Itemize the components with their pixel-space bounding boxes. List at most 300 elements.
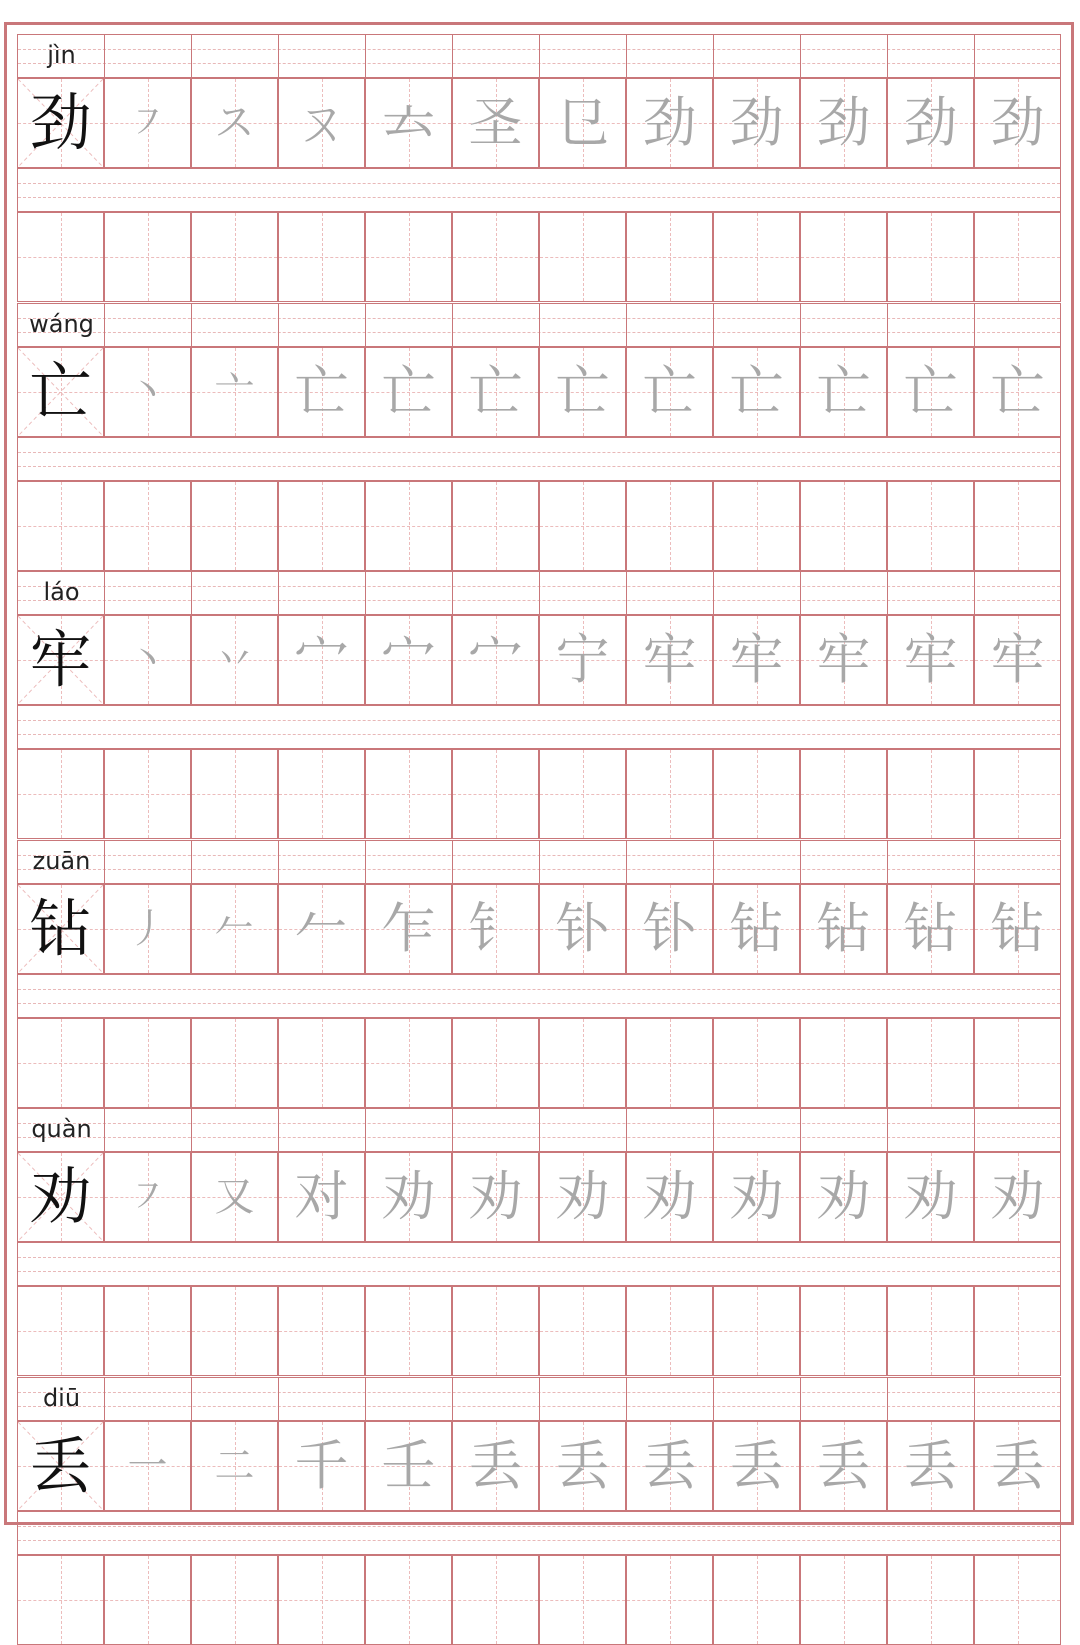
band-divider: [626, 572, 627, 614]
writing-cell: [365, 347, 452, 437]
character-block: [17, 571, 1061, 839]
stroke-order-step: 亠: [214, 368, 255, 415]
band-divider: [887, 841, 888, 883]
blank-row: [17, 212, 1061, 302]
stroke-order-step: 丶: [127, 368, 168, 415]
cell-guide-v: [1018, 1556, 1019, 1644]
writing-cell[interactable]: [626, 1018, 713, 1108]
writing-cell[interactable]: [452, 1555, 539, 1645]
model-character: 丢: [29, 1428, 92, 1502]
guide-line: [18, 1271, 1060, 1272]
writing-cell[interactable]: [452, 1018, 539, 1108]
writing-cell[interactable]: [713, 1555, 800, 1645]
writing-cell[interactable]: [365, 1018, 452, 1108]
pinyin-band: [17, 571, 1061, 615]
band-divider: [452, 841, 453, 883]
stroke-order-step: 𠂉: [214, 905, 255, 952]
stroke-order-step: 劝: [381, 1165, 436, 1228]
pinyin-label: jìn: [47, 41, 76, 69]
writing-cell[interactable]: [800, 1286, 887, 1376]
pinyin-label: quàn: [31, 1115, 92, 1143]
band-divider: [800, 841, 801, 883]
stroke-order-step: 一: [127, 1442, 168, 1489]
writing-cell[interactable]: [626, 749, 713, 839]
band-divider: [278, 841, 279, 883]
guide-line: [18, 1526, 1060, 1527]
cell-guide-v: [1018, 750, 1019, 838]
stroke-order-step: ㇇: [127, 1174, 168, 1220]
writing-cell[interactable]: [278, 749, 365, 839]
band-divider: [626, 304, 627, 346]
writing-cell[interactable]: [539, 1286, 626, 1376]
writing-cell: [887, 78, 974, 168]
writing-cell: [365, 1421, 452, 1511]
model-character: 钻: [29, 891, 92, 965]
cell-guide-v: [148, 1556, 149, 1644]
cell-guide-v: [496, 213, 497, 301]
band-divider: [974, 35, 975, 77]
writing-cell[interactable]: [800, 212, 887, 302]
cell-guide-v: [61, 750, 62, 838]
writing-cell: [104, 1421, 191, 1511]
writing-cell[interactable]: [17, 1286, 104, 1376]
writing-cell[interactable]: [17, 749, 104, 839]
writing-cell: [452, 1152, 539, 1242]
stroke-order-step: 丶: [127, 637, 168, 683]
band-divider: [887, 1378, 888, 1420]
character-block: [17, 1377, 1061, 1645]
writing-cell[interactable]: [539, 749, 626, 839]
pinyin-band: [17, 303, 1061, 347]
writing-cell[interactable]: [713, 749, 800, 839]
band-divider: [452, 1378, 453, 1420]
writing-cell[interactable]: [191, 749, 278, 839]
stroke-order-step: 圣: [468, 91, 523, 154]
writing-cell: [278, 1152, 365, 1242]
writing-cell[interactable]: [713, 212, 800, 302]
pinyin-label: wáng: [29, 309, 94, 338]
stroke-order-step: 牢: [816, 628, 871, 691]
writing-cell[interactable]: [800, 749, 887, 839]
writing-cell: [713, 1152, 800, 1242]
stroke-order-step: 𠂉: [294, 896, 349, 960]
writing-cell: [539, 347, 626, 437]
writing-cell[interactable]: [974, 481, 1061, 571]
band-divider: [191, 572, 192, 614]
row-separator: [17, 974, 1061, 1018]
cell-guide-v: [583, 1019, 584, 1107]
stroke-order-step: 亡: [468, 359, 523, 423]
writing-cell: [887, 1152, 974, 1242]
writing-cell[interactable]: [104, 212, 191, 302]
writing-cell: [887, 615, 974, 705]
stroke-order-step: 千: [294, 1433, 349, 1497]
stroke-order-step: 丿: [127, 905, 168, 952]
writing-cell: [974, 1152, 1061, 1242]
writing-cell: [713, 1421, 800, 1511]
writing-cell[interactable]: [800, 481, 887, 571]
writing-cell[interactable]: [626, 1286, 713, 1376]
writing-cell[interactable]: [104, 749, 191, 839]
writing-cell: [887, 347, 974, 437]
cell-guide-v: [757, 1287, 758, 1375]
band-divider: [539, 841, 540, 883]
band-divider: [365, 572, 366, 614]
writing-cell: [626, 78, 713, 168]
band-divider: [191, 35, 192, 77]
writing-cell: [713, 615, 800, 705]
writing-cell: [800, 1421, 887, 1511]
cell-guide-v: [670, 213, 671, 301]
writing-cell[interactable]: [887, 1555, 974, 1645]
writing-cell[interactable]: [539, 1018, 626, 1108]
stroke-order-step: 丢: [555, 1433, 610, 1497]
cell-guide-v: [1018, 1287, 1019, 1375]
writing-cell: [191, 615, 278, 705]
cell-guide-v: [409, 750, 410, 838]
writing-cell[interactable]: [191, 1286, 278, 1376]
writing-cell: [800, 615, 887, 705]
writing-cell[interactable]: [365, 749, 452, 839]
band-divider: [974, 1109, 975, 1151]
band-divider: [800, 1378, 801, 1420]
cell-guide-v: [496, 1287, 497, 1375]
cell-guide-v: [757, 213, 758, 301]
character-block: [17, 1108, 1061, 1376]
stroke-order-step: 牢: [642, 628, 697, 691]
writing-cell[interactable]: [626, 481, 713, 571]
blank-row: [17, 481, 1061, 571]
row-separator: [17, 1511, 1061, 1555]
cell-guide-v: [583, 482, 584, 570]
writing-cell: [539, 615, 626, 705]
cell-guide-v: [235, 1287, 236, 1375]
writing-cell[interactable]: [365, 212, 452, 302]
band-divider: [974, 841, 975, 883]
writing-cell[interactable]: [191, 212, 278, 302]
band-divider: [887, 35, 888, 77]
blank-row: [17, 1555, 1061, 1645]
trace-row: [17, 884, 1061, 974]
cell-guide-v: [931, 213, 932, 301]
pinyin-band: [17, 840, 1061, 884]
cell-guide-v: [61, 213, 62, 301]
band-divider: [626, 841, 627, 883]
writing-cell[interactable]: [104, 481, 191, 571]
writing-cell: [17, 615, 104, 705]
writing-cell: [104, 884, 191, 974]
writing-cell: [626, 1421, 713, 1511]
band-divider: [800, 304, 801, 346]
cell-guide-v: [583, 213, 584, 301]
stroke-order-step: 亡: [903, 359, 958, 423]
trace-row: [17, 347, 1061, 437]
writing-cell: [800, 347, 887, 437]
writing-cell[interactable]: [365, 1555, 452, 1645]
cell-guide-v: [322, 1287, 323, 1375]
stroke-order-step: 亡: [816, 359, 871, 423]
writing-cell: [17, 1421, 104, 1511]
writing-cell: [278, 78, 365, 168]
cell-guide-v: [235, 750, 236, 838]
trace-row: [17, 1421, 1061, 1511]
band-divider: [800, 35, 801, 77]
writing-cell[interactable]: [104, 1555, 191, 1645]
writing-cell[interactable]: [626, 1555, 713, 1645]
cell-guide-v: [409, 213, 410, 301]
stroke-order-step: 亡: [381, 359, 436, 423]
band-divider: [365, 841, 366, 883]
writing-cell: [713, 347, 800, 437]
writing-cell[interactable]: [191, 481, 278, 571]
cell-guide-v: [148, 482, 149, 570]
writing-cell[interactable]: [887, 212, 974, 302]
cell-guide-v: [148, 750, 149, 838]
stroke-order-step: 丢: [990, 1433, 1045, 1497]
writing-cell[interactable]: [539, 1555, 626, 1645]
row-separator: [17, 437, 1061, 481]
writing-cell[interactable]: [278, 1286, 365, 1376]
writing-cell: [539, 884, 626, 974]
guide-line: [18, 1257, 1060, 1258]
writing-cell[interactable]: [713, 1018, 800, 1108]
writing-cell[interactable]: [452, 1286, 539, 1376]
writing-cell: [365, 78, 452, 168]
band-divider: [191, 304, 192, 346]
cell-guide-v: [583, 750, 584, 838]
band-divider: [278, 1109, 279, 1151]
writing-cell: [800, 1152, 887, 1242]
writing-cell[interactable]: [974, 749, 1061, 839]
band-divider: [539, 304, 540, 346]
cell-guide-v: [931, 1287, 932, 1375]
pinyin-band: [17, 1377, 1061, 1421]
stroke-order-step: 𠫓: [381, 91, 436, 154]
stroke-order-step: ㇇: [127, 100, 168, 146]
guide-line: [18, 1003, 1060, 1004]
writing-cell[interactable]: [800, 1018, 887, 1108]
stroke-order-step: 对: [294, 1165, 349, 1228]
band-divider: [887, 572, 888, 614]
trace-row: [17, 78, 1061, 168]
writing-cell: [278, 615, 365, 705]
writing-cell[interactable]: [887, 1286, 974, 1376]
writing-cell[interactable]: [278, 1555, 365, 1645]
row-separator: [17, 1242, 1061, 1286]
writing-cell: [452, 78, 539, 168]
cell-guide-v: [670, 1287, 671, 1375]
pinyin-label: láo: [43, 578, 80, 606]
character-block: [17, 34, 1061, 302]
writing-cell: [17, 347, 104, 437]
writing-cell[interactable]: [974, 1018, 1061, 1108]
writing-cell[interactable]: [365, 1286, 452, 1376]
writing-cell[interactable]: [104, 1286, 191, 1376]
band-divider: [974, 572, 975, 614]
cell-guide-v: [409, 1019, 410, 1107]
stroke-order-step: 亡: [990, 359, 1045, 423]
stroke-order-step: 钻: [729, 896, 784, 960]
blank-row: [17, 749, 1061, 839]
writing-cell[interactable]: [452, 481, 539, 571]
writing-cell: [17, 884, 104, 974]
writing-cell: [800, 78, 887, 168]
writing-cell[interactable]: [278, 212, 365, 302]
cell-guide-v: [496, 1556, 497, 1644]
cell-guide-v: [583, 1556, 584, 1644]
writing-cell[interactable]: [17, 212, 104, 302]
band-divider: [626, 1378, 627, 1420]
writing-cell[interactable]: [104, 1018, 191, 1108]
band-divider: [452, 35, 453, 77]
stroke-order-step: 劝: [729, 1165, 784, 1228]
writing-cell: [452, 347, 539, 437]
writing-cell: [191, 1152, 278, 1242]
trace-row: [17, 1152, 1061, 1242]
stroke-order-step: 丢: [903, 1433, 958, 1497]
stroke-order-step: ㄡ: [294, 91, 349, 154]
cell-guide-v: [931, 750, 932, 838]
writing-cell[interactable]: [974, 1555, 1061, 1645]
writing-cell[interactable]: [278, 481, 365, 571]
cell-guide-v: [1018, 482, 1019, 570]
band-divider: [539, 572, 540, 614]
stroke-order-step: 劝: [990, 1165, 1045, 1228]
cell-guide-v: [322, 482, 323, 570]
cell-guide-v: [409, 1556, 410, 1644]
stroke-order-step: 劝: [816, 1165, 871, 1228]
character-block: [17, 840, 1061, 1108]
band-divider: [278, 35, 279, 77]
guide-line: [18, 183, 1060, 184]
stroke-order-step: 丢: [729, 1433, 784, 1497]
stroke-order-step: 劲: [990, 91, 1045, 154]
cell-guide-v: [844, 1019, 845, 1107]
writing-cell[interactable]: [17, 1555, 104, 1645]
guide-line: [18, 466, 1060, 467]
writing-cell[interactable]: [800, 1555, 887, 1645]
cell-guide-v: [670, 482, 671, 570]
stroke-order-step: 劲: [729, 91, 784, 154]
writing-cell[interactable]: [626, 212, 713, 302]
stroke-order-step: 丢: [468, 1433, 523, 1497]
writing-cell: [800, 884, 887, 974]
stroke-order-step: 宀: [381, 628, 436, 691]
stroke-order-step: 亡: [642, 359, 697, 423]
band-divider: [713, 572, 714, 614]
cell-guide-v: [757, 750, 758, 838]
writing-cell[interactable]: [452, 749, 539, 839]
writing-cell: [713, 884, 800, 974]
cell-guide-v: [931, 482, 932, 570]
band-divider: [539, 35, 540, 77]
band-divider: [800, 1109, 801, 1151]
cell-guide-v: [670, 750, 671, 838]
writing-cell[interactable]: [713, 481, 800, 571]
pinyin-band: [17, 1108, 1061, 1152]
cell-guide-v: [148, 1287, 149, 1375]
model-character: 劝: [29, 1160, 92, 1233]
cell-guide-v: [496, 1019, 497, 1107]
writing-cell[interactable]: [539, 481, 626, 571]
writing-cell: [539, 1421, 626, 1511]
stroke-order-step: 牢: [990, 628, 1045, 691]
band-divider: [713, 1109, 714, 1151]
writing-cell[interactable]: [887, 481, 974, 571]
cell-guide-v: [61, 1287, 62, 1375]
cell-guide-v: [757, 482, 758, 570]
writing-cell: [104, 1152, 191, 1242]
writing-cell: [626, 615, 713, 705]
cell-guide-v: [1018, 213, 1019, 301]
band-divider: [713, 35, 714, 77]
band-divider: [191, 1109, 192, 1151]
band-divider: [191, 1378, 192, 1420]
writing-cell: [278, 1421, 365, 1511]
writing-cell: [191, 884, 278, 974]
writing-cell[interactable]: [365, 481, 452, 571]
row-separator: [17, 168, 1061, 212]
stroke-order-step: 劲: [816, 91, 871, 154]
model-character: 劲: [29, 86, 92, 159]
writing-cell[interactable]: [887, 1018, 974, 1108]
band-divider: [452, 572, 453, 614]
writing-cell[interactable]: [191, 1555, 278, 1645]
writing-cell[interactable]: [17, 1018, 104, 1108]
writing-cell: [278, 347, 365, 437]
writing-cell[interactable]: [17, 481, 104, 571]
guide-line: [18, 452, 1060, 453]
writing-cell: [452, 615, 539, 705]
stroke-order-step: 又: [214, 1174, 255, 1220]
writing-cell[interactable]: [887, 749, 974, 839]
cell-guide-v: [844, 213, 845, 301]
band-divider: [278, 572, 279, 614]
cell-guide-v: [322, 1019, 323, 1107]
writing-cell[interactable]: [539, 212, 626, 302]
writing-cell[interactable]: [713, 1286, 800, 1376]
writing-cell[interactable]: [278, 1018, 365, 1108]
band-divider: [713, 1378, 714, 1420]
writing-cell[interactable]: [191, 1018, 278, 1108]
writing-cell: [539, 1152, 626, 1242]
band-divider: [539, 1109, 540, 1151]
stroke-order-step: 牢: [903, 628, 958, 691]
writing-cell: [365, 1152, 452, 1242]
blank-row: [17, 1018, 1061, 1108]
cell-guide-v: [235, 1556, 236, 1644]
band-divider: [713, 841, 714, 883]
stroke-order-step: 牢: [729, 628, 784, 691]
cell-guide-v: [670, 1019, 671, 1107]
cell-guide-v: [235, 482, 236, 570]
cell-guide-v: [322, 213, 323, 301]
writing-cell[interactable]: [974, 212, 1061, 302]
writing-cell: [626, 884, 713, 974]
stroke-order-step: ス: [214, 100, 255, 146]
cell-guide-v: [757, 1556, 758, 1644]
band-divider: [626, 35, 627, 77]
writing-cell[interactable]: [452, 212, 539, 302]
writing-cell: [17, 1152, 104, 1242]
writing-cell[interactable]: [974, 1286, 1061, 1376]
writing-cell: [191, 1421, 278, 1511]
stroke-order-step: 亡: [555, 359, 610, 423]
cell-guide-v: [409, 1287, 410, 1375]
writing-cell: [278, 884, 365, 974]
row-separator: [17, 705, 1061, 749]
writing-cell: [887, 1421, 974, 1511]
